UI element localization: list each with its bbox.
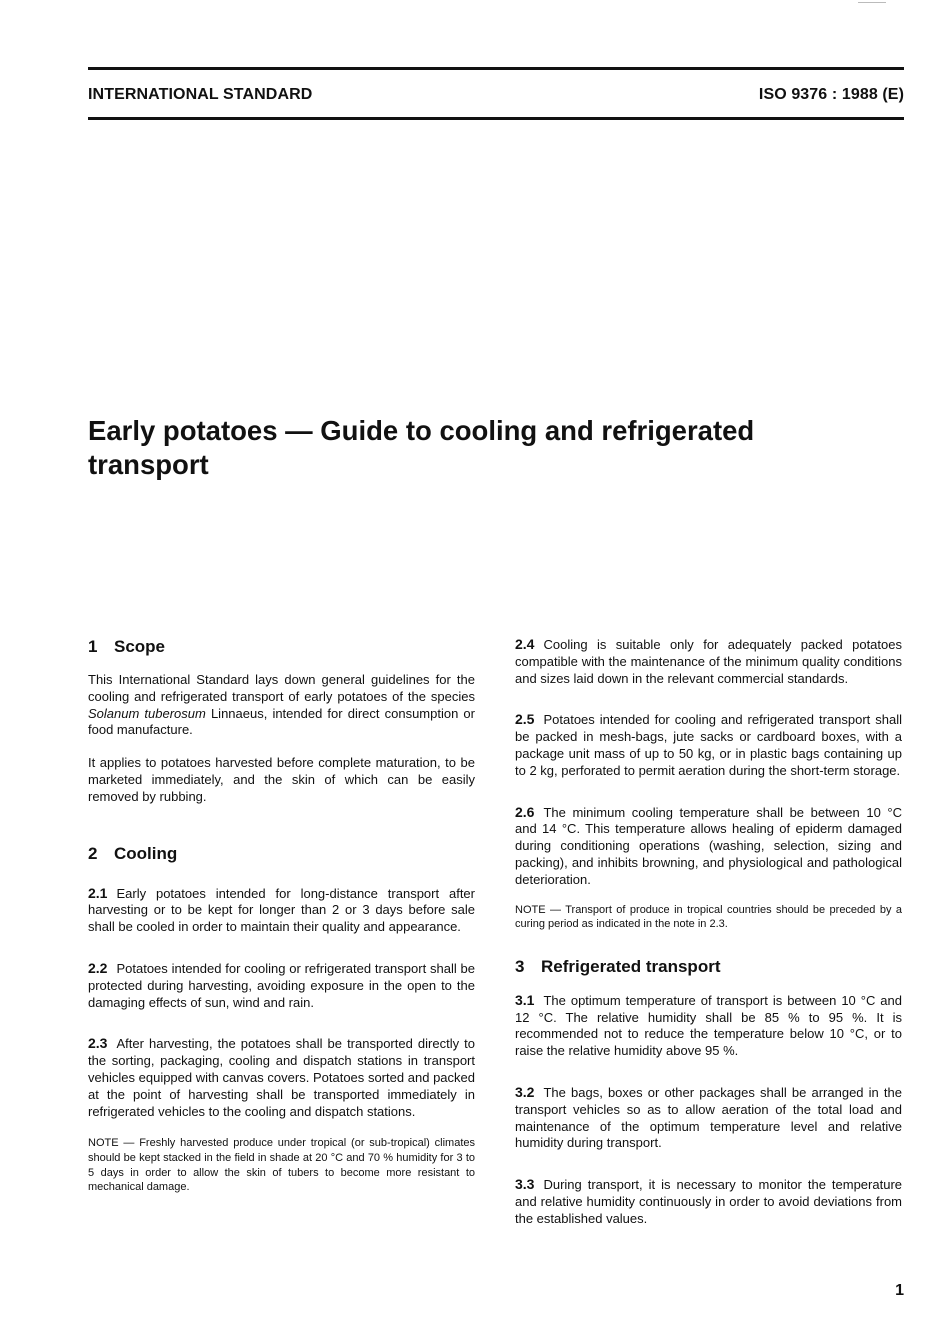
standard-type-label: INTERNATIONAL STANDARD: [88, 86, 313, 103]
clause-number: 2.4: [515, 636, 535, 652]
clause-number: 3.2: [515, 1083, 535, 1100]
clause-3-1: 3.1 The optimum temperature of transport is between 10 °C and 12 °C. The relative humidity shall be 85 % to 95 %. It is recommended not to reduce the temperature below 10 °C, or to raise the relative humidity above 95 %.: [515, 991, 902, 1059]
clause-number: 3.1: [515, 991, 535, 1008]
right-column: [515, 636, 902, 1228]
note-2-6: NOTE — Transport of produce in tropical countries should be preceded by a curing period as indicated in the note in 2.3.: [515, 903, 902, 931]
clause-2-4: 2.4 Cooling is suitable only for adequately packed potatoes compatible with the maintenance of the minimum quality conditions and sizes laid down in the relevant commercial standards.: [515, 636, 902, 686]
title-line-1: Early potatoes — Guide to cooling and refrigerated: [88, 415, 755, 446]
document-title: [88, 414, 888, 482]
clause-number: 2.2: [88, 959, 108, 976]
section-heading-cooling: [88, 843, 475, 865]
note-2-3: NOTE — Freshly harvested produce under tropical (or sub-tropical) climates should be kept stacked in the field in shade at 20 °C and 70 % humidity for 3 to 5 days in order to allow the skin of tubers to become more resistant to mechanical damage.: [88, 1137, 475, 1194]
section-number: 2: [88, 843, 98, 863]
clause-2-6: 2.6 The minimum cooling temperature shall be between 10 °C and 14 °C. This temperature allows healing of epiderm damaged during conditioning operations (washing, selection, sizing and packing), and inhibits browning, and physiological and pathological deterioration.: [515, 803, 902, 887]
clause-2-5: 2.5 Potatoes intended for cooling and refrigerated transport shall be packed in mesh-bags, jute sacks or cardboard boxes, with a package unit mass of up to 50 kg, or in plastic bags containing up to 2 kg, perforated to permit aeration during the short-term storage.: [515, 711, 902, 778]
scope-paragraph-1: This International Standard lays down general guidelines for the cooling and refrigerated transport of early potatoes of the species Solanum tuberosum Linnaeus, intended for direct consumption or food manufacture.: [88, 672, 475, 738]
standard-reference: ISO 9376 : 1988 (E): [758, 86, 904, 103]
species-name: Solanum tuberosum: [88, 705, 206, 721]
title-line-2: transport: [88, 449, 209, 480]
clause-3-2: 3.2 The bags, boxes or other packages shall be arranged in the transport vehicles so as to allow aeration of the total load and maintenance of the optimum temperature level and relative humidity during transport.: [515, 1083, 902, 1151]
header-bottom-rule: [88, 117, 904, 120]
clause-2-2: 2.2 Potatoes intended for cooling or refrigerated transport shall be protected during harvesting, avoiding exposure in the open to the damaging effects of sun, wind and rain.: [88, 959, 475, 1010]
clause-number: 2.5: [515, 711, 535, 728]
clause-number: 2.3: [88, 1035, 108, 1052]
clause-number: 3.3: [515, 1176, 535, 1193]
clause-number: 2.1: [88, 884, 108, 901]
section-title: Scope: [114, 637, 166, 656]
section-title: Refrigerated transport: [541, 956, 721, 976]
header-top-rule: [88, 67, 904, 70]
scope-paragraph-2: It applies to potatoes harvested before complete maturation, to be marketed immediately, and the skin of which can be easily removed by rubbing.: [88, 755, 475, 804]
clause-2-3: 2.3 After harvesting, the potatoes shall be transported directly to the sorting, packaging, cooling and dispatch stations in transport vehicles equipped with canvas covers. Potatoes sorted and packed at the point of harvesting shall be transported immediately in refrigerated vehicles to the cooling and dispatch stations.: [88, 1035, 475, 1119]
section-number: 3: [515, 956, 525, 976]
page-number: 1: [895, 1282, 904, 1299]
section-title: Cooling: [114, 843, 178, 863]
clause-number: 2.6: [515, 803, 535, 820]
section-number: 1: [88, 637, 98, 656]
section-heading-refrigerated-transport: [515, 956, 902, 978]
clause-2-1: 2.1 Early potatoes intended for long-distance transport after harvesting or to be kept for longer than 2 or 3 days before sale shall be cooled in order to maintain their quality and appearance.: [88, 884, 475, 935]
section-heading-scope: [88, 636, 475, 658]
left-column: [88, 636, 475, 1195]
scan-mark: [858, 2, 886, 3]
clause-3-3: 3.3 During transport, it is necessary to monitor the temperature and relative humidity continuously in order to avoid deviations from the established values.: [515, 1176, 902, 1226]
